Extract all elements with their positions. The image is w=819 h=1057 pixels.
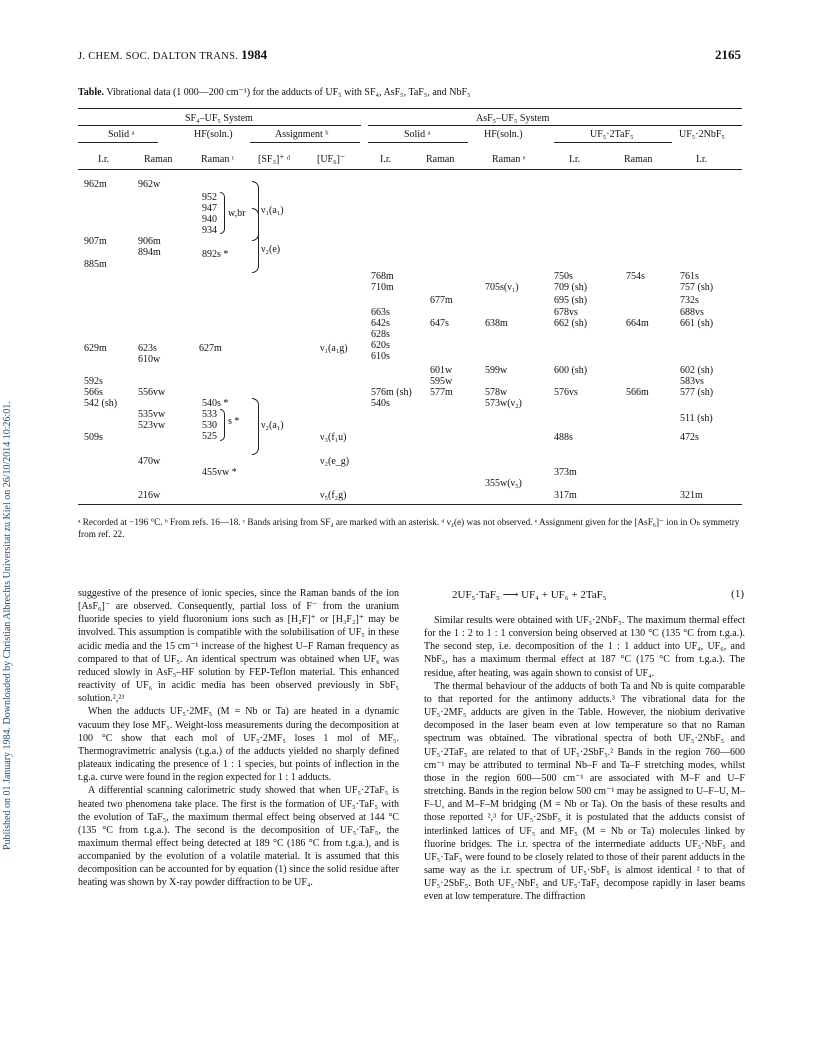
table-cell: 556vw <box>138 387 166 398</box>
col-head-raman-soln: Raman ᶜ <box>201 154 235 165</box>
table-cell: 595w <box>430 376 453 387</box>
group-rule-asf5 <box>368 125 742 126</box>
table-cell: 947 <box>202 203 217 214</box>
subhead-uf5-2nbf5: UF₅·2NbF₅ <box>679 129 725 140</box>
table-cell: 710m <box>371 282 394 293</box>
table-cell: 663s <box>371 307 390 318</box>
table-cell: 373m <box>554 467 577 478</box>
table-cell: ν₂(a₁) <box>261 420 284 431</box>
table-cell: ν₅(f₂g) <box>320 490 347 501</box>
subhead-uf5-2taf5: UF₅·2TaF₅ <box>590 129 634 140</box>
table-cell: 768m <box>371 271 394 282</box>
table-cell: 940 <box>202 214 217 225</box>
table-cell: 321m <box>680 490 703 501</box>
header-bottom-rule <box>78 169 742 170</box>
table-cell: 455vw * <box>202 467 237 478</box>
group-rule-sf4 <box>78 125 361 126</box>
paragraph: suggestive of the presence of ionic species, since the Raman bands of the ion [AsF₆]⁻ are observed. Consequently, partial loss of F⁻ from the uranium fluoride species to yield fluoronium ions such as [H₂F]⁺ or [H₃F₂]⁺ may be involved. This assumption is compatible with the solubilisation of UF₅ in these acidic media and the 15 cm⁻¹ increase of the highest U–F Raman frequency as compared to that of UF₅. An identical spectrum was obtained when UF₆ was reduced slowly in AsF₅–HF solution by FEP-Teflon material. This enhanced reactivity of UF₆ in acidic media has been observed previously in SbF₅ solution.²,²³ <box>78 588 399 705</box>
table-cell: 885m <box>84 259 107 270</box>
table-cell: 934 <box>202 225 217 236</box>
table-cell: 573w(ν₂) <box>485 398 522 409</box>
equation-number: (1) <box>731 588 744 600</box>
table-cell: 610w <box>138 354 161 365</box>
brace-icon <box>252 208 259 273</box>
table-cell: 629m <box>84 343 107 354</box>
brace-icon <box>252 398 259 455</box>
paragraph: The thermal behaviour of the adducts of both Ta and Nb is quite comparable to that reported for the antimony adducts.³ The vibrational data for the UF₅·2MF₅ adducts are given in the Table. However, the niobium derivative decomposed in the laser beam even at low temperature so that no Raman spectrum was obtained. The vibrational spectra of both UF₅·2NbF₅ and UF₅·2TaF₅ are related to that of UF₅·2SbF₅.² Bands in the region 760—600 cm⁻¹ may be attributed to terminal Nb–F and Ta–F stretching modes, whilst those in the region 600—500 cm⁻¹ are associated with M–F and U–F stretching. Bands in the region below 500 cm⁻¹ may be assigned to U–F–U, M–F–U, and M–F–M bridging (M = Nb or Ta). On the basis of these results and those reported ²,³ for UF₅·2SbF₅ it is postulated that the adducts consist of interlinked lattices of UF₅ and MF₅ (M = Nb or Ta) molecules linked by fluorine bridges. The i.r. spectra of the intermediate adducts UF₅·NbF₅ and UF₅·TaF₅ were found to be closely related to those of their parent adducts in the same way as the i.r. spectrum of UF₅·SbF₅ is almost identical ² to that of UF₅·2SbF₅. Both UF₅·NbF₅ and UF₅·TaF₅ decompose rapidly in laser beams even at low temperature. The diffraction <box>424 680 745 903</box>
table-cell: 907m <box>84 236 107 247</box>
provenance-sidebar <box>2 190 16 850</box>
caption-label: Table. <box>78 87 105 98</box>
table-cell: 647s <box>430 318 449 329</box>
table-cell: 610s <box>371 351 390 362</box>
subhead-solid-2: Solid ᵃ <box>404 129 431 140</box>
col-head-ir: I.r. <box>98 154 110 165</box>
table-cell: 540s * <box>202 398 229 409</box>
table-cell: 638m <box>485 318 508 329</box>
table-cell: 732s <box>680 295 699 306</box>
table-cell: ν₁(a₁g) <box>320 343 348 354</box>
table-cell: 677m <box>430 295 453 306</box>
table-cell: 472s <box>680 432 699 443</box>
subrule-taf5 <box>554 142 672 143</box>
col-head-ir-4: I.r. <box>696 154 708 165</box>
journal-year: 1984 <box>241 47 268 62</box>
table-cell: 576m (sh) <box>371 387 412 398</box>
caption-text: Vibrational data (1 000—200 cm⁻¹) for the adducts of UF₅ with SF₄, AsF₅, TaF₅, and NbF₅ <box>104 87 471 98</box>
paragraph: Similar results were obtained with UF₅·2NbF₅. The maximum thermal effect for the 1 : 2 to 1 : 1 conversion being observed at 130 °C (135 °C from t.g.a.). The second step, i.e. decomposition of the 1 : 1 adduct into UF₄, UF₆, and NbF₅, has a maximum thermal effect at 187 °C (175 °C from t.g.a.). The residue, after heating, was again shown to consist of UF₄. <box>424 615 745 679</box>
journal-title: J. CHEM. SOC. DALTON TRANS. <box>78 51 239 62</box>
table-cell: 894m <box>138 247 161 258</box>
table-cell: 642s <box>371 318 390 329</box>
table-cell: 216w <box>138 490 161 501</box>
table-cell: ν₂(e_g) <box>320 456 350 467</box>
table-cell: 540s <box>371 398 390 409</box>
brace-icon <box>220 409 225 441</box>
table-cell: 600 (sh) <box>554 365 588 376</box>
table-cell: 757 (sh) <box>680 282 714 293</box>
table-cell: 620s <box>371 340 390 351</box>
table-caption <box>78 86 758 99</box>
col-head-raman-3: Raman <box>624 154 653 165</box>
provenance-text: Published on 01 January 1984. Downloaded by Christian Albrechts Universitat zu Kiel on 26/10/2014 10:26:01. <box>2 401 13 850</box>
table-cell: 705s(ν₁) <box>485 282 519 293</box>
table-cell: 317m <box>554 490 577 501</box>
table-cell: 509s <box>84 432 103 443</box>
col-head-raman-soln-2: Raman ᵉ <box>492 154 526 165</box>
paragraph: When the adducts UF₅·2MF₅ (M = Nb or Ta) are heated in a dynamic vacuum they lose MF₅. Weight-loss measurements during the decomposition at 100 °C show that each mol of UF₅·2MF₅ loses 1 mol of MF₅. Thermogravimetric analysis (t.g.a.) of the adducts yielded no sharply defined plateaux indicating the presence of 1 : 1 species, but points of inflection in the t.g.a. curve were found in the region expected for 1 : 1 adducts. <box>78 706 399 784</box>
table-cell: 906m <box>138 236 161 247</box>
subhead-hf-soln-2: HF(soln.) <box>484 129 523 140</box>
table-cell: 601w <box>430 365 453 376</box>
table-cell: 577 (sh) <box>680 387 714 398</box>
subhead-assignment: Assignment ᵇ <box>275 129 329 140</box>
subhead-solid: Solid ᵃ <box>108 129 135 140</box>
col-head-ir-3: I.r. <box>569 154 581 165</box>
table-cell: 470w <box>138 456 161 467</box>
table-cell: w,br <box>228 208 246 219</box>
table-cell: 578w <box>485 387 508 398</box>
table-cell: 892s * <box>202 249 229 260</box>
table-cell: 678vs <box>554 307 578 318</box>
table-cell: 566s <box>84 387 103 398</box>
table-cell: 664m <box>626 318 649 329</box>
table-cell: 530 <box>202 420 217 431</box>
right-column <box>424 614 745 903</box>
table-cell: 566m <box>626 387 649 398</box>
table-cell: 523vw <box>138 420 166 431</box>
table-cell: 583vs <box>680 376 704 387</box>
table-cell: 355w(ν₅) <box>485 478 522 489</box>
subrule-assignment <box>250 142 360 143</box>
journal-name <box>78 47 267 63</box>
table-top-rule <box>78 108 742 109</box>
col-head-raman-2: Raman <box>426 154 455 165</box>
group-header-asf5: AsF₅–UF₅ System <box>476 113 550 124</box>
table-bottom-rule <box>78 504 742 505</box>
table-cell: 542 (sh) <box>84 398 118 409</box>
table-cell: 750s <box>554 271 573 282</box>
page-number: 2165 <box>715 47 741 62</box>
table-cell: 952 <box>202 192 217 203</box>
table-cell: 662 (sh) <box>554 318 588 329</box>
table-cell: 695 (sh) <box>554 295 588 306</box>
subrule-solid-2 <box>368 142 468 143</box>
col-head-uf6: [UF₆]⁻ <box>317 154 346 165</box>
table-cell: 488s <box>554 432 573 443</box>
table-cell: 661 (sh) <box>680 318 714 329</box>
table-cell: 533 <box>202 409 217 420</box>
table-cell: 592s <box>84 376 103 387</box>
paragraph: A differential scanning calorimetric study showed that when UF₅·2TaF₅ is heated two phenomena take place. The first is the formation of UF₅·TaF₅ with the evolution of TaF₅, the maximum thermal effect being observed at 144 °C (135 °C from t.g.a.). The second is the decomposition of UF₅·TaF₅, the maximum thermal effect being detected at 189 °C (186 °C from t.g.a.), and is accompanied by the evolution of a volatile material. It is assumed that this decomposition can be accounted for by equation (1) since the solid residue after heating was shown by X-ray powder diffraction to be UF₄. <box>78 785 399 889</box>
vibrational-data-table <box>78 108 742 528</box>
table-cell: 688vs <box>680 307 704 318</box>
table-cell: 577m <box>430 387 453 398</box>
table-cell: 599w <box>485 365 508 376</box>
table-cell: 754s <box>626 271 645 282</box>
table-cell: ν₁(a₁) <box>261 205 284 216</box>
table-cell: 576vs <box>554 387 578 398</box>
col-head-raman: Raman <box>144 154 173 165</box>
table-cell: 602 (sh) <box>680 365 714 376</box>
col-head-ir-2: I.r. <box>380 154 392 165</box>
table-cell: ν₂(e) <box>261 244 281 255</box>
group-header-sf4: SF₄–UF₅ System <box>185 113 253 124</box>
table-cell: 962w <box>138 179 161 190</box>
col-head-sf3: [SF₃]⁺ ᵈ <box>258 154 291 165</box>
table-cell: 761s <box>680 271 699 282</box>
table-cell: ν₃(f₁u) <box>320 432 347 443</box>
table-cell: 627m <box>199 343 222 354</box>
table-cell: 623s <box>138 343 157 354</box>
table-cell: s * <box>228 416 240 427</box>
table-cell: 962m <box>84 179 107 190</box>
table-cell: 628s <box>371 329 390 340</box>
table-cell: 511 (sh) <box>680 413 713 424</box>
equation-text: 2UF₅·TaF₅ ⟶ UF₄ + UF₆ + 2TaF₅ <box>452 589 607 601</box>
table-cell: 525 <box>202 431 217 442</box>
running-header <box>78 47 741 65</box>
subhead-hf-soln: HF(soln.) <box>194 129 233 140</box>
table-footnote: ᵃ Recorded at −196 °C. ᵇ From refs. 16—18. ᶜ Bands arising from SF₄ are marked with an asterisk. ᵈ ν₄(e) was not observed. ᵉ Assignment given for the [AsF₆]⁻ ion in Oₕ symmetry from ref. 22. <box>78 517 740 539</box>
brace-icon <box>220 192 225 234</box>
table-cell: 535vw <box>138 409 166 420</box>
subrule-solid <box>78 142 158 143</box>
left-column <box>78 587 399 890</box>
table-cell: 709 (sh) <box>554 282 588 293</box>
